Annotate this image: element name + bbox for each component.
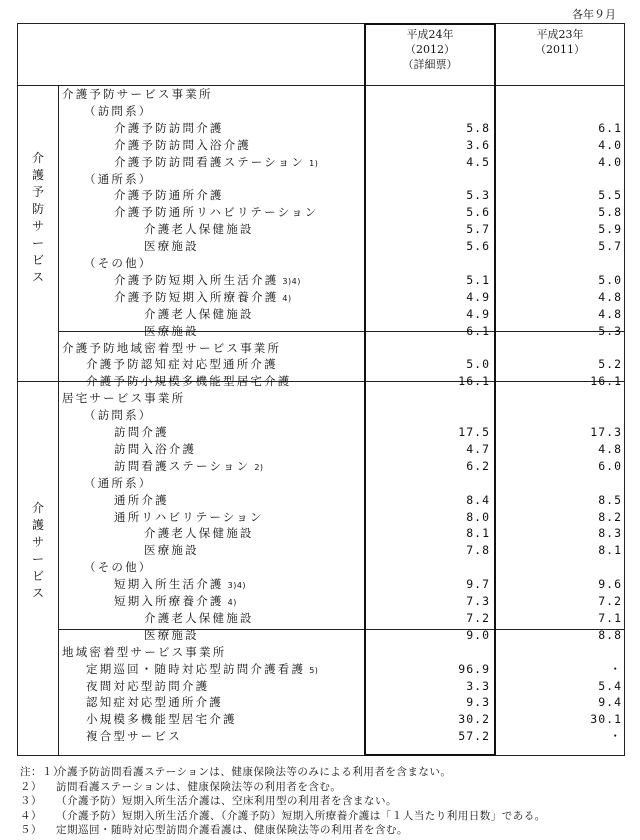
table-row xyxy=(18,458,624,474)
value-2011: 4.0 xyxy=(598,154,622,169)
footnote xyxy=(20,809,630,824)
row-label xyxy=(62,86,213,102)
footnote-text: 定期巡回・随時対応型訪問介護看護は、健康保険法等の利用者を含む。 xyxy=(56,824,408,836)
value-2011: 9.6 xyxy=(598,577,622,592)
row-label xyxy=(86,373,292,389)
footnote-ref: 5) xyxy=(309,665,319,675)
table-row xyxy=(18,728,624,744)
footnote-ref: 4) xyxy=(282,293,292,303)
footnote-text: （介護予防）短期入所生活介護、（介護予防）短期入所療養介護は「１人当たり利用日数」である。 xyxy=(56,809,546,822)
row-label-text: 介護老人保健施設 xyxy=(144,610,254,625)
row-label xyxy=(84,171,153,187)
value-2011: 5.8 xyxy=(598,205,622,220)
table-row xyxy=(18,492,624,508)
header-2012 xyxy=(364,27,496,72)
row-label xyxy=(114,289,292,307)
header-2011-era: 平成23年 xyxy=(536,28,584,41)
table-row xyxy=(18,323,624,339)
table-row xyxy=(18,559,624,575)
value-2012: 8.0 xyxy=(466,509,490,524)
data-table xyxy=(17,23,625,756)
row-label xyxy=(84,103,153,119)
table-row xyxy=(18,238,624,254)
value-2011: 4.8 xyxy=(598,306,622,321)
side-label-prevention-char: 予 xyxy=(31,185,44,199)
row-label-text: 介護予防短期入所生活介護 xyxy=(114,272,279,287)
footnote-number: ３） xyxy=(20,795,42,807)
footnote-ref: 1) xyxy=(309,158,319,168)
row-label-text: 定期巡回・随時対応型訪問介護看護 xyxy=(86,661,306,676)
row-label xyxy=(84,407,153,423)
row-label-text: （通所系） xyxy=(84,475,153,490)
side-label-care-char: 護 xyxy=(31,518,44,532)
row-label-text: 介護予防通所介護 xyxy=(114,188,224,203)
footnote-number: ５） xyxy=(20,824,42,836)
value-2012: 16.1 xyxy=(458,374,490,389)
value-2012: 30.2 xyxy=(458,712,490,727)
row-label-text: 夜間対応型訪問介護 xyxy=(86,678,210,693)
row-label xyxy=(114,576,246,594)
footnote-ref: 3)4) xyxy=(227,581,247,591)
table-row xyxy=(18,593,624,609)
side-label-prevention-char: 防 xyxy=(31,202,44,216)
table-row xyxy=(18,576,624,592)
row-label-text: （訪問系） xyxy=(84,103,153,118)
row-label xyxy=(114,458,264,476)
value-2012: 57.2 xyxy=(458,729,490,744)
side-label-prevention-char: ビ xyxy=(31,253,44,267)
row-label-text: 医療施設 xyxy=(144,543,199,558)
row-label-text: 介護予防訪問看護ステーション xyxy=(114,154,306,169)
footnote-number: 注：１） xyxy=(20,766,64,778)
table-row xyxy=(18,627,624,643)
value-2012: 4.7 xyxy=(466,441,490,456)
row-label-text: 介護予防認知症対応型通所介護 xyxy=(86,357,278,372)
value-2012: 5.6 xyxy=(466,239,490,254)
value-2012: 8.1 xyxy=(466,526,490,541)
value-2011: 7.2 xyxy=(598,594,622,608)
row-label-text: 介護予防通所リハビリテーション xyxy=(114,205,319,220)
side-label-care-char: 介 xyxy=(31,501,44,515)
row-label xyxy=(114,441,196,457)
value-2011: 6.1 xyxy=(598,120,622,135)
value-2012: 9.7 xyxy=(466,577,490,592)
value-2011: 8.1 xyxy=(598,543,622,558)
row-label-text: （その他） xyxy=(84,256,153,270)
header-2011-year: （2011） xyxy=(535,43,585,56)
side-label-prevention-char: ス xyxy=(31,270,44,284)
row-label xyxy=(114,137,251,153)
value-2011: 5.0 xyxy=(598,272,622,287)
table-row xyxy=(18,356,624,372)
side-label-prevention-char: 護 xyxy=(31,168,44,182)
value-2012: 5.7 xyxy=(466,222,490,237)
row-label xyxy=(114,272,301,290)
row-label-text: 介護予防小規模多機能型居宅介護 xyxy=(86,374,292,389)
value-2012: 7.3 xyxy=(466,594,490,608)
value-2012: 4.9 xyxy=(466,289,490,304)
table-row xyxy=(18,171,624,187)
table-row xyxy=(18,441,624,457)
table-row xyxy=(18,204,624,220)
row-label xyxy=(114,187,224,203)
row-label-text: 介護予防サービス事業所 xyxy=(62,87,213,101)
value-2011: 7.1 xyxy=(598,610,622,625)
table-row xyxy=(18,86,624,102)
row-label-text: 認知症対応型通所介護 xyxy=(86,695,223,710)
footnote-ref: 2) xyxy=(254,462,264,472)
row-label xyxy=(144,238,199,254)
value-2012: 9.3 xyxy=(466,695,490,710)
row-label xyxy=(114,154,318,172)
row-label xyxy=(144,306,254,322)
value-2012: 5.8 xyxy=(466,120,490,135)
row-label xyxy=(86,661,318,679)
value-2012: 96.9 xyxy=(458,661,490,676)
table-row xyxy=(18,120,624,136)
footnote-ref: 4) xyxy=(227,598,237,607)
header-2012-year: （2012） xyxy=(405,43,455,56)
row-label xyxy=(114,492,169,508)
footnote xyxy=(20,823,630,838)
table-row xyxy=(18,255,624,271)
footnote-number: ２） xyxy=(20,780,42,793)
value-2011: 5.9 xyxy=(598,222,622,237)
row-label xyxy=(62,390,185,406)
row-label-text: （訪問系） xyxy=(84,408,153,423)
table-row xyxy=(18,678,624,694)
row-label-text: 訪問看護ステーション xyxy=(114,458,251,473)
table-row xyxy=(18,373,624,389)
value-2012: 7.8 xyxy=(466,543,490,558)
value-2011: 5.4 xyxy=(598,678,622,693)
row-label-text: 訪問介護 xyxy=(114,425,169,439)
row-label xyxy=(62,340,281,356)
row-label xyxy=(86,728,182,744)
row-label-text: 短期入所生活介護 xyxy=(114,577,224,592)
row-label-text: 介護老人保健施設 xyxy=(144,306,254,321)
unit-label: 各年９月 xyxy=(572,8,616,21)
header-2012-detail: （詳細票） xyxy=(402,58,458,71)
row-label-text: （通所系） xyxy=(84,171,153,186)
value-2012: 5.6 xyxy=(466,205,490,220)
table-row xyxy=(18,154,624,170)
value-2011: 4.0 xyxy=(598,137,622,152)
value-2012: 3.6 xyxy=(466,137,490,152)
row-label xyxy=(144,627,199,643)
row-label-text: 訪問入浴介護 xyxy=(114,441,197,456)
row-label-text: 介護老人保健施設 xyxy=(144,526,254,541)
row-label-text: 複合型サービス xyxy=(86,729,182,744)
row-label xyxy=(114,593,237,611)
table-row xyxy=(18,306,624,322)
side-label-prevention-char: 介 xyxy=(31,151,44,165)
value-2011: 6.0 xyxy=(598,458,622,473)
table-row xyxy=(18,661,624,677)
row-label-text: 介護予防短期入所療養介護 xyxy=(114,289,279,304)
table-row xyxy=(18,407,624,423)
value-2011: 8.8 xyxy=(598,627,622,642)
row-label-text: 短期入所療養介護 xyxy=(114,594,224,608)
value-2012: 5.0 xyxy=(466,357,490,372)
row-label-text: （その他） xyxy=(84,560,153,575)
value-2012: 3.3 xyxy=(466,678,490,693)
table-row xyxy=(18,424,624,440)
row-label xyxy=(62,644,226,660)
table-row xyxy=(18,509,624,525)
table-row xyxy=(18,340,624,356)
table-row xyxy=(18,187,624,203)
row-label-text: 地域密着型サービス事業所 xyxy=(62,644,227,659)
value-2012: 17.5 xyxy=(458,425,490,439)
row-label-text: 介護老人保健施設 xyxy=(144,222,254,237)
row-label-text: 通所リハビリテーション xyxy=(114,509,264,524)
row-label xyxy=(144,323,199,339)
value-2011: 5.5 xyxy=(598,188,622,203)
row-label xyxy=(114,509,264,525)
table-row xyxy=(18,103,624,119)
row-label-text: 医療施設 xyxy=(144,627,199,642)
table-row xyxy=(18,711,624,727)
value-2012: 6.1 xyxy=(466,323,490,338)
value-2012: 8.4 xyxy=(466,492,490,507)
footnote-text: 介護予防訪問看護ステーションは、健康保険法等のみによる利用者を含まない。 xyxy=(56,766,452,778)
footnote-number: ４） xyxy=(20,809,42,822)
value-2012: 4.9 xyxy=(466,306,490,321)
table-row xyxy=(18,694,624,710)
table-row xyxy=(18,644,624,660)
row-label xyxy=(114,204,318,220)
row-label xyxy=(86,356,278,372)
value-2012: 5.1 xyxy=(466,272,490,287)
header-2011 xyxy=(496,27,624,57)
value-2012: 4.5 xyxy=(466,154,490,169)
row-label-text: 医療施設 xyxy=(144,323,199,338)
value-2011: 4.8 xyxy=(598,289,622,304)
row-label xyxy=(84,255,153,271)
row-label-text: 居宅サービス事業所 xyxy=(62,391,186,406)
footnote-ref: 3)4) xyxy=(282,276,301,286)
value-2011: 5.3 xyxy=(598,323,622,338)
table-row xyxy=(18,475,624,491)
value-2011: 4.8 xyxy=(598,441,622,456)
row-label-text: 小規模多機能型居宅介護 xyxy=(86,712,237,727)
table-row xyxy=(18,525,624,541)
value-2011: 30.1 xyxy=(590,712,622,727)
row-label xyxy=(86,711,237,727)
value-2011: 17.3 xyxy=(590,425,622,439)
side-label-care-char: サ xyxy=(31,535,44,549)
value-2012: 9.0 xyxy=(466,627,490,642)
footnote xyxy=(20,780,630,795)
table-row xyxy=(18,390,624,406)
side-label-care-char: ビ xyxy=(31,569,44,583)
row-label xyxy=(144,610,254,626)
side-label-care-char: ス xyxy=(31,586,44,600)
value-2012: 6.2 xyxy=(466,458,490,473)
table-row xyxy=(18,137,624,153)
value-2011: 8.2 xyxy=(598,509,622,524)
row-label xyxy=(144,542,199,558)
footnote xyxy=(20,765,630,780)
value-2012: 7.2 xyxy=(466,610,490,625)
table-row xyxy=(18,610,624,626)
row-label xyxy=(86,678,209,694)
row-label xyxy=(114,424,169,440)
value-2011: 5.7 xyxy=(598,239,622,254)
value-2011: ・ xyxy=(609,729,622,744)
row-label-text: 介護予防訪問介護 xyxy=(114,120,224,135)
footnote xyxy=(20,794,630,809)
footnotes xyxy=(20,765,630,838)
value-2011: 8.3 xyxy=(598,526,622,541)
value-2011: 16.1 xyxy=(590,374,622,389)
row-label xyxy=(144,221,254,237)
value-2011: ・ xyxy=(609,661,622,676)
row-label-text: 介護予防地域密着型サービス事業所 xyxy=(62,340,282,355)
footnote-text: （介護予防）短期入所生活介護は、空床利用型の利用者を含まない。 xyxy=(56,795,397,807)
table-row xyxy=(18,289,624,305)
side-label-prevention-char: ー xyxy=(31,236,44,250)
header-2012-era: 平成24年 xyxy=(406,28,454,41)
row-label-text: 通所介護 xyxy=(114,492,169,507)
row-label xyxy=(86,694,223,710)
row-label-text: 介護予防訪問入浴介護 xyxy=(114,137,251,152)
row-label xyxy=(144,525,254,541)
table-row xyxy=(18,542,624,558)
value-2011: 8.5 xyxy=(598,492,622,507)
row-label-text: 医療施設 xyxy=(144,239,199,254)
side-label-care-char: ー xyxy=(31,552,44,566)
row-label xyxy=(84,475,153,491)
footnote-text: 訪問看護ステーションは、健康保険法等の利用者を含む。 xyxy=(56,780,342,793)
value-2012: 5.3 xyxy=(466,188,490,203)
value-2011: 5.2 xyxy=(598,357,622,372)
row-label xyxy=(84,559,153,575)
value-2011: 9.4 xyxy=(598,695,622,710)
row-label xyxy=(114,120,224,136)
table-row xyxy=(18,221,624,237)
side-label-prevention-char: サ xyxy=(31,219,44,233)
table-row xyxy=(18,272,624,288)
